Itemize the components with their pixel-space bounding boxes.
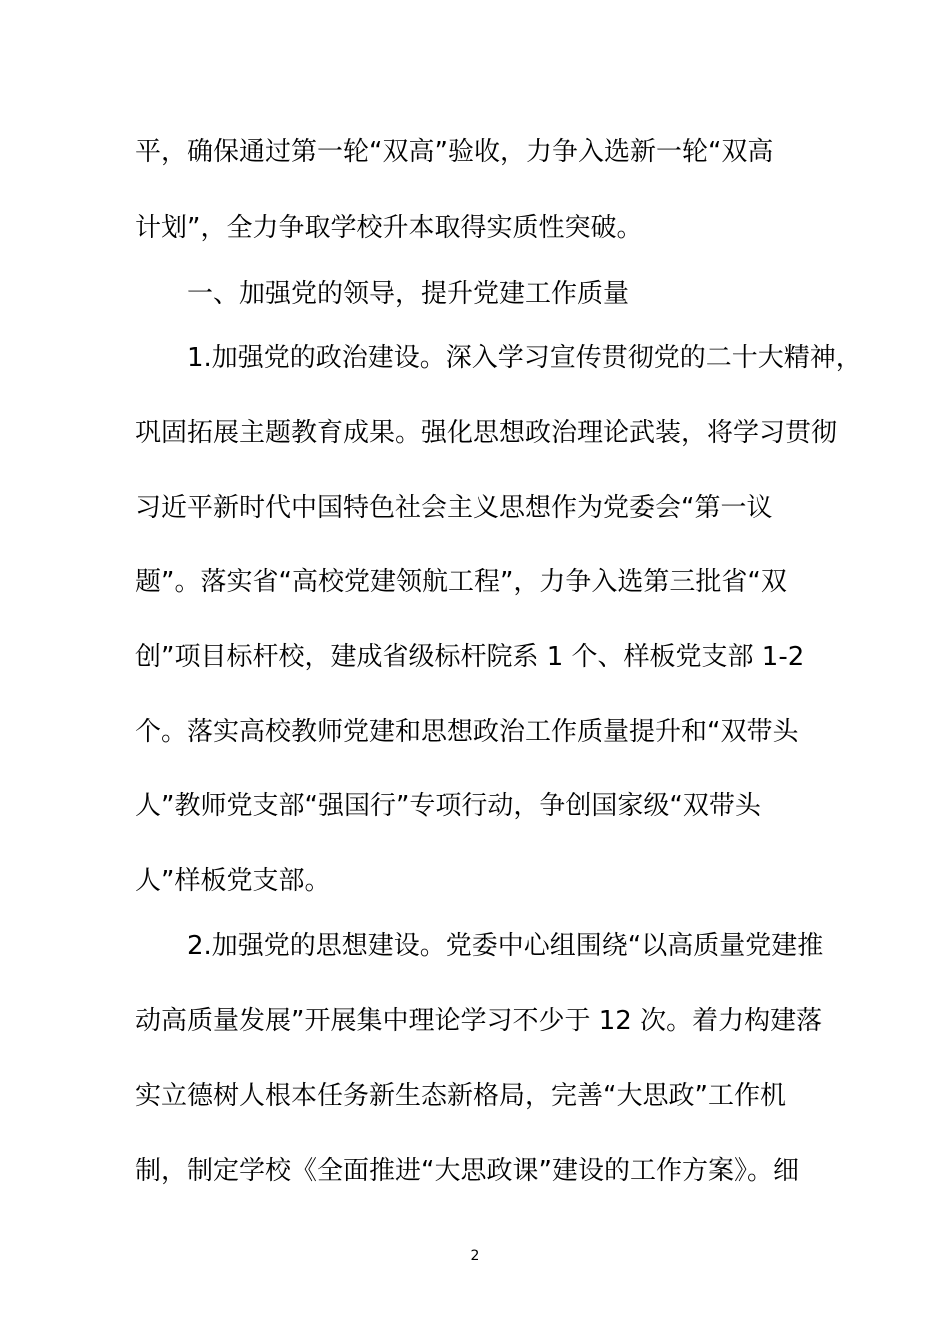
body-text-line: 人”样板党支部。 (135, 866, 331, 896)
body-text-line: 个。落实高校教师党建和思想政治工作质量提升和“双带头 (135, 717, 799, 747)
section-heading: 一、加强党的领导，提升党建工作质量 (187, 279, 630, 309)
body-text-line: 动高质量发展”开展集中理论学习不少于 12 次。着力构建落 (135, 1006, 823, 1036)
page-number: 2 (470, 1248, 480, 1264)
body-text-line: 习近平新时代中国特色社会主义思想作为党委会“第一议 (135, 493, 773, 523)
body-text-line: 2.加强党的思想建设。党委中心组围绕“以高质量党建推 (187, 931, 824, 961)
body-text-line: 巩固拓展主题教育成果。强化思想政治理论武装，将学习贯彻 (135, 418, 838, 448)
body-text-line: 制，制定学校《全面推进“大思政课”建设的工作方案》。细 (135, 1156, 799, 1186)
body-text-line: 实立德树人根本任务新生态新格局，完善“大思政”工作机 (135, 1081, 786, 1111)
body-text-line: 创”项目标杆校，建成省级标杆院系 1 个、样板党支部 1-2 (135, 642, 805, 672)
body-text-line: 计划”，全力争取学校升本取得实质性突破。 (135, 213, 643, 243)
body-text-line: 平，确保通过第一轮“双高”验收，力争入选新一轮“双高 (135, 137, 774, 167)
body-text-line: 人”教师党支部“强国行”专项行动，争创国家级“双带头 (135, 791, 761, 821)
body-text-line: 1.加强党的政治建设。深入学习宣传贯彻党的二十大精神， (187, 343, 862, 373)
body-text-line: 题”。落实省“高校党建领航工程”，力争入选第三批省“双 (135, 567, 787, 597)
